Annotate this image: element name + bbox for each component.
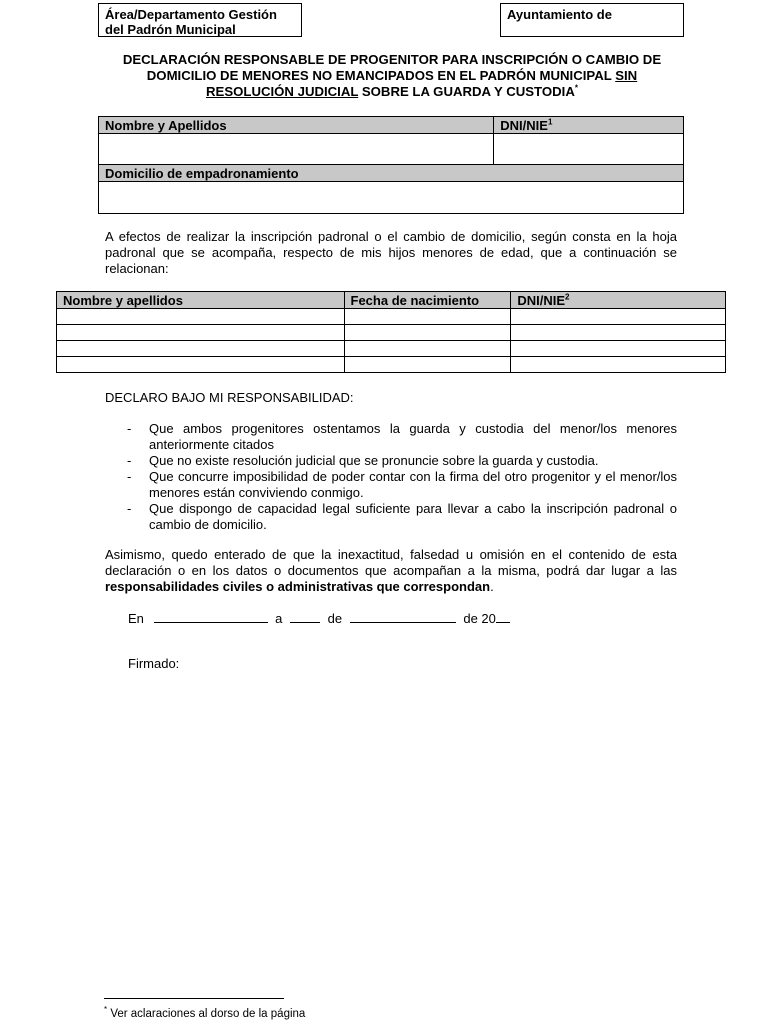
ayuntamiento-box[interactable]: [500, 3, 684, 37]
list-item: [105, 501, 677, 533]
footnote-text: Ver aclaraciones al dorso de la página: [107, 1008, 306, 1020]
declaration-text: Que concurre imposibilidad de poder contar con la firma del otro progenitor y el menor/los menores están conviviendo conmigo.: [149, 469, 677, 500]
date-en-label: En: [128, 611, 144, 626]
name-header: [99, 117, 494, 134]
area-department-box: [98, 3, 302, 37]
declaration-text: Que no existe resolución judicial que se pronuncie sobre la guarda y custodia.: [149, 453, 599, 468]
children-table: [56, 291, 726, 373]
child-dni-cell[interactable]: [511, 341, 726, 357]
domicile-header-text: Domicilio de empadronamiento: [105, 165, 299, 181]
table-row: [57, 357, 726, 373]
child-birthdate-cell[interactable]: [344, 309, 511, 325]
table-row: [57, 309, 726, 325]
domicile-header-row: [99, 165, 684, 182]
table-row: [57, 325, 726, 341]
footnote-divider: [104, 998, 284, 999]
child-birthdate-cell[interactable]: [344, 357, 511, 373]
child-birthdate-cell[interactable]: [344, 341, 511, 357]
date-de-label: de: [327, 611, 343, 626]
child-birthdate-header-text: Fecha de nacimiento: [350, 292, 480, 308]
ayuntamiento-label: Ayuntamiento de: [507, 7, 612, 22]
children-header-row: [57, 292, 726, 309]
year-field[interactable]: [496, 610, 510, 623]
child-name-cell[interactable]: [57, 325, 345, 341]
declaration-heading: DECLARO BAJO MI RESPONSABILIDAD:: [105, 390, 354, 405]
applicant-value-row: [99, 134, 684, 165]
child-birthdate-header: [344, 292, 511, 309]
domicile-value-row: [99, 182, 684, 214]
closing-text: Asimismo, quedo enterado de que la inexactitud, falsedad u omisión en el contenido de esta declaración o en los datos o documentos que acompañan a la misma, podrá dar lugar a las: [105, 547, 677, 578]
title-line-3-text: SOBRE LA GUARDA Y CUSTODIA: [358, 84, 575, 99]
title-line-1: DECLARACIÓN RESPONSABLE DE PROGENITOR PARA INSCRIPCIÓN O CAMBIO DE: [122, 52, 662, 67]
child-dni-cell[interactable]: [511, 309, 726, 325]
child-name-cell[interactable]: [57, 341, 345, 357]
child-dni-cell[interactable]: [511, 357, 726, 373]
declarations-list: [105, 421, 677, 533]
child-dni-footnote-mark: 2: [564, 292, 570, 302]
list-dash: -: [127, 501, 132, 516]
domicile-field[interactable]: [99, 182, 684, 214]
list-dash: -: [127, 469, 132, 484]
title-line-2: [100, 68, 684, 84]
child-dni-header: [511, 292, 726, 309]
place-field[interactable]: [154, 610, 268, 623]
list-dash: -: [127, 421, 132, 436]
closing-period: .: [490, 579, 494, 594]
name-field[interactable]: [99, 134, 494, 165]
child-name-cell[interactable]: [57, 309, 345, 325]
declaration-text: Que dispongo de capacidad legal suficiente para llevar a cabo la inscripción padronal o cambio de domicilio.: [149, 501, 677, 532]
domicile-header: [99, 165, 684, 182]
child-birthdate-cell[interactable]: [344, 325, 511, 341]
document-title: [100, 52, 684, 100]
date-line: [128, 610, 510, 627]
month-field[interactable]: [350, 610, 456, 623]
list-item: [105, 453, 677, 469]
title-sin: SIN: [615, 68, 638, 83]
closing-bold-text: responsabilidades civiles o administrativas que correspondan: [105, 579, 491, 594]
intro-paragraph: A efectos de realizar la inscripción padronal o el cambio de domicilio, según consta en la hoja padronal que se acompaña, respecto de mis hijos menores de edad, que a continuación se relacionan:: [105, 229, 677, 276]
signed-label: Firmado:: [128, 656, 180, 671]
child-name-cell[interactable]: [57, 357, 345, 373]
declaration-text: Que ambos progenitores ostentamos la guarda y custodia del menor/los menores anteriormente citados: [149, 421, 677, 452]
list-item: [105, 469, 677, 501]
closing-paragraph: [105, 547, 677, 595]
name-header-text: Nombre y Apellidos: [105, 117, 227, 133]
applicant-table: [98, 116, 684, 214]
list-dash: -: [127, 453, 132, 468]
dni-field[interactable]: [494, 134, 684, 165]
dni-header: [494, 117, 684, 134]
applicant-header-row: [99, 117, 684, 134]
day-field[interactable]: [290, 610, 320, 623]
footnote: [104, 1007, 305, 1021]
table-row: [57, 341, 726, 357]
date-a-label: a: [275, 611, 283, 626]
title-line-2-text: DOMICILIO DE MENORES NO EMANCIPADOS EN EL PADRÓN MUNICIPAL: [146, 68, 616, 83]
child-dni-cell[interactable]: [511, 325, 726, 341]
dni-header-text: DNI/NIE: [500, 117, 548, 133]
child-name-header-text: Nombre y apellidos: [63, 292, 183, 308]
footnote-mark: *: [104, 1005, 108, 1015]
list-item: [105, 421, 677, 453]
date-de20-label: de 20: [463, 611, 496, 626]
child-name-header: [57, 292, 345, 309]
title-resolucion-judicial: RESOLUCIÓN JUDICIAL: [206, 84, 359, 99]
child-dni-header-text: DNI/NIE: [517, 292, 565, 308]
area-department-label: Área/Departamento Gestión del Padrón Municipal: [105, 7, 277, 37]
dni-footnote-mark: 1: [547, 117, 553, 127]
title-footnote-mark: *: [574, 83, 578, 93]
title-line-3: [100, 84, 684, 100]
